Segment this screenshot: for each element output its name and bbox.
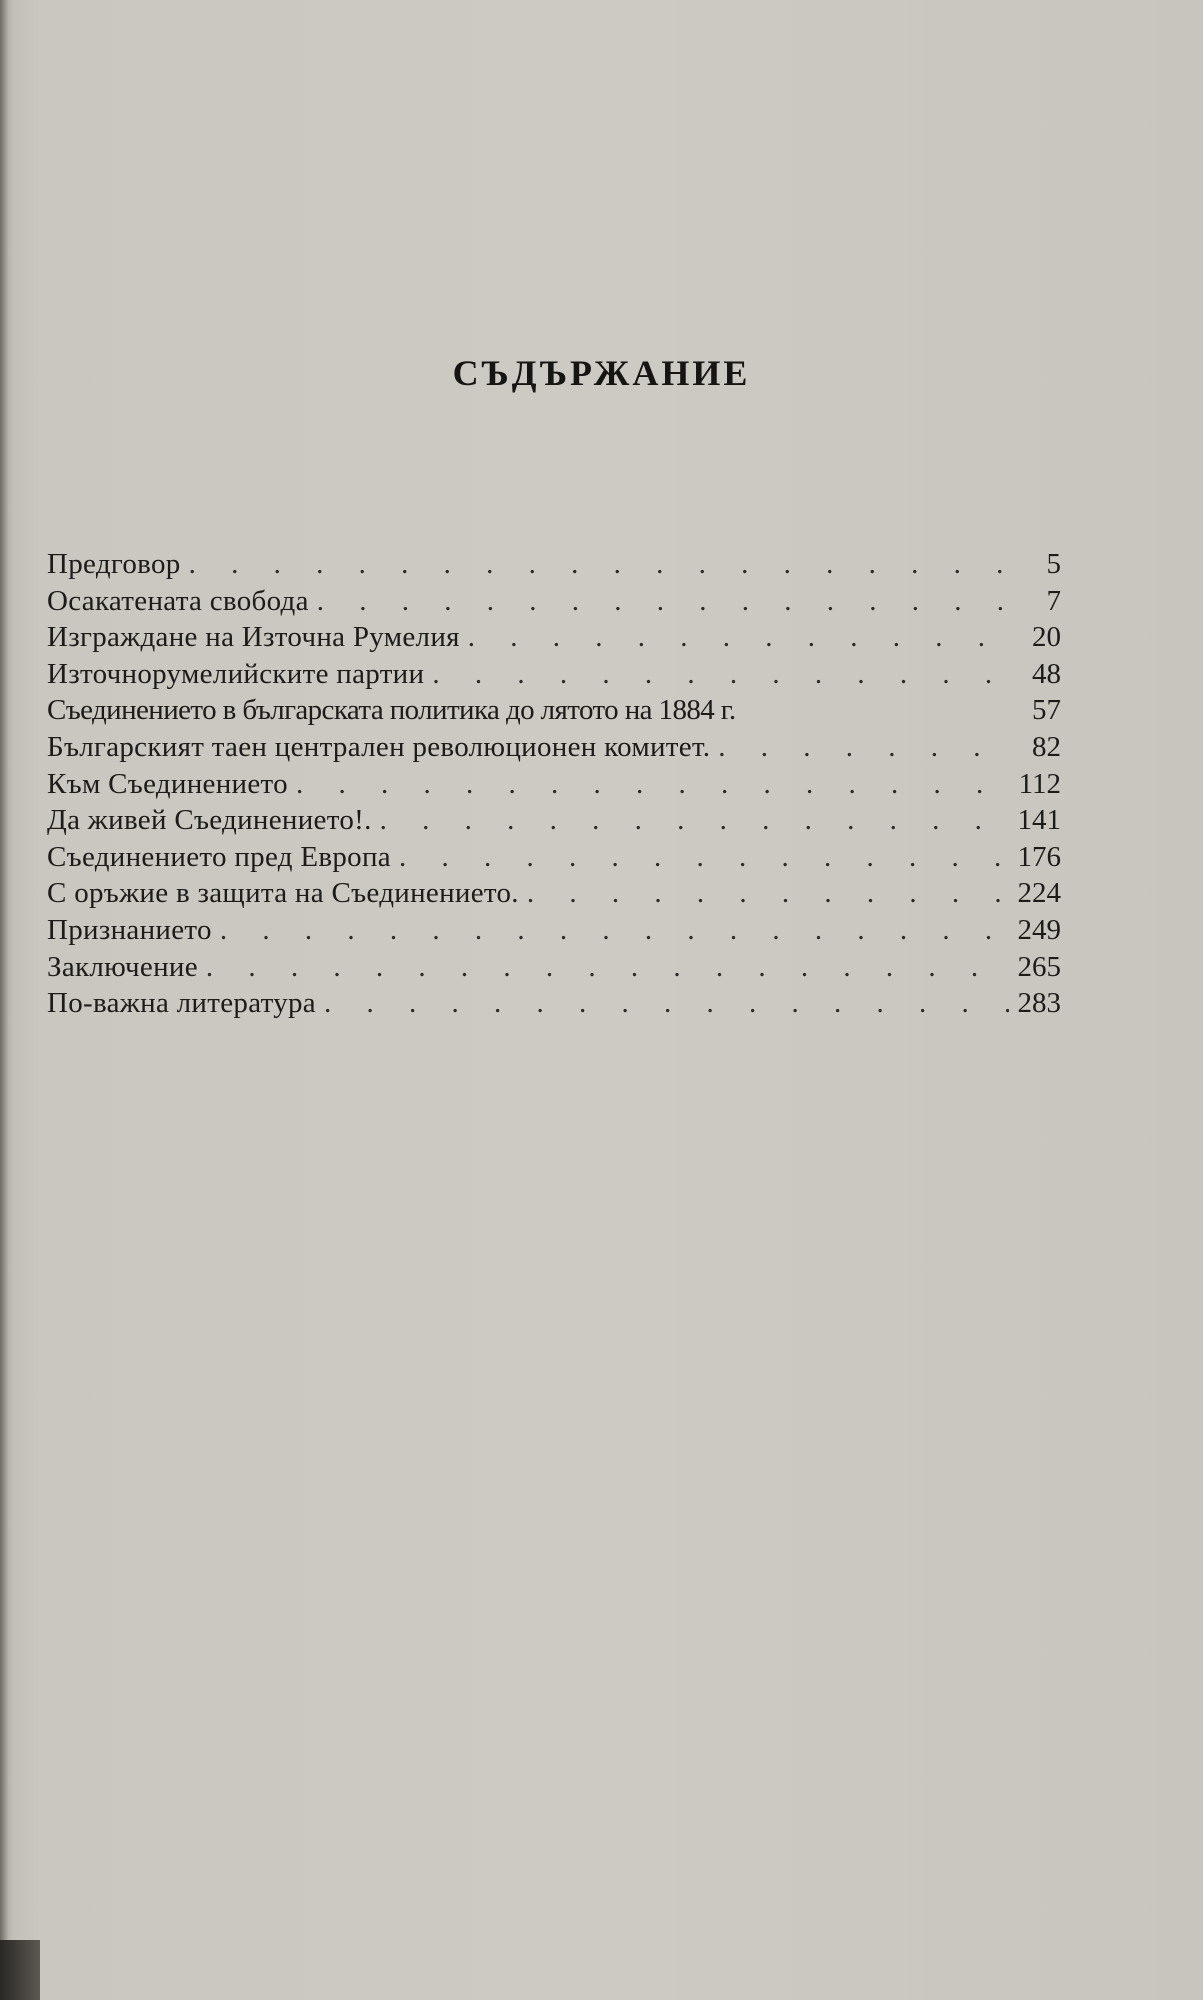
toc-entry-title: По-важна литература [47,987,316,1020]
page-edge-shadow [0,0,8,2000]
toc-entry [47,914,1061,951]
toc-entry-title: Съединението в българската политика до лятото на 1884 г. [47,694,736,727]
toc-entry-page: 7 [1046,584,1061,617]
toc-entry [47,621,1061,658]
toc-entry-title: Източнорумелийските партии [47,657,425,690]
toc-entry [47,804,1061,841]
toc-entry [47,731,1061,768]
toc-entry-page: 176 [1017,840,1061,873]
toc-entry-page: 112 [1018,767,1061,800]
toc-entry-page: 265 [1017,950,1061,983]
toc-entry-page: 82 [1032,730,1061,763]
toc-entry-page: 20 [1032,621,1061,654]
toc-entry [47,951,1061,988]
leader-dots [432,658,1009,691]
toc-entry-page: 249 [1017,913,1061,946]
leader-dots [206,951,1009,984]
toc-entry-title: Предговор [47,548,181,580]
leader-dots [317,585,1009,618]
toc-entry-page: 57 [1032,694,1061,727]
toc-entry-title: Изграждане на Източна Румелия [47,621,460,654]
leader-dots [380,804,1009,837]
toc-entry [47,694,1061,731]
toc-entry-page: 5 [1046,548,1061,580]
toc-entry-title: Българският таен централен революционен комитет. [47,730,711,763]
leader-dots [324,987,1009,1020]
toc-entry-title: Да живей Съединението!. [47,804,372,837]
toc-entry-title: Към Съединението [47,767,288,800]
toc-entry-page: 141 [1017,804,1061,837]
toc-entry-title: Признанието [47,913,212,946]
toc-entry-page: 283 [1017,987,1061,1020]
toc-entry [47,987,1061,1024]
toc-entry-title: Съединението пред Европа [47,840,391,873]
leader-dots [399,841,1009,874]
leader-dots [189,548,1009,581]
leader-dots [468,621,1009,654]
toc-entry-title: Осакатената свобода [47,584,309,617]
toc-entry-title: Заключение [47,950,198,983]
toc-entry-page: 224 [1017,877,1061,910]
toc-entry-title: С оръжие в защита на Съединението. [47,877,519,910]
leader-dots [527,877,1009,910]
toc-entry [47,841,1061,878]
table-of-contents [47,548,1061,1024]
toc-entry [47,585,1061,622]
leader-dots [220,914,1009,947]
leader-dots [718,731,1009,764]
toc-entry [47,768,1061,805]
toc-entry [47,548,1061,585]
toc-entry [47,658,1061,695]
book-binding-corner [0,1940,40,2000]
page-title: СЪДЪРЖАНИЕ [452,353,751,393]
toc-entry [47,877,1061,914]
leader-dots [296,768,1009,801]
toc-entry-page: 48 [1032,657,1061,690]
